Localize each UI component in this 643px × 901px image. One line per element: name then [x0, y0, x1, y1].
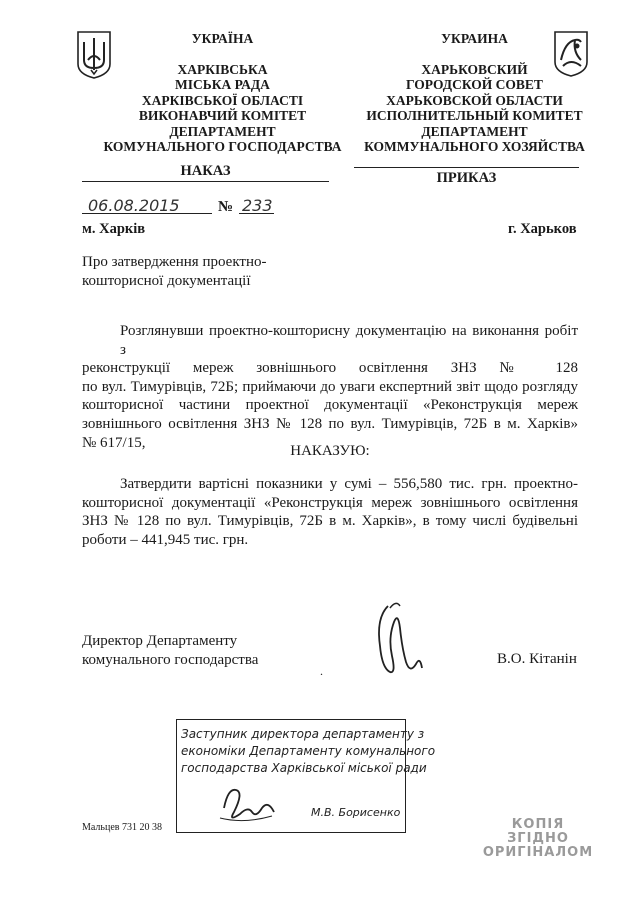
- deputy-signature-icon: [214, 778, 284, 833]
- registration-line: [82, 196, 276, 216]
- org-line: ГОРОДСКОЙ СОВЕТ: [406, 77, 543, 92]
- para-line: зовнішнього освітлення ЗНЗ № 128 по вул. Тимурівців, 72Б в м. Харків»: [82, 415, 578, 432]
- org-line: ХАРКІВСЬКА: [177, 61, 268, 77]
- copy-stamp-line: КОПІЯ: [511, 817, 565, 832]
- stamp-line: Заступник директора департаменту з: [181, 727, 425, 741]
- signer-title-line: Директор Департаменту: [82, 633, 238, 649]
- city-ru: г. Харьков: [508, 221, 577, 237]
- para-line: Розглянувши проектно-кошторисну документацію на виконання робіт з: [120, 323, 578, 358]
- signer-title: [82, 632, 342, 669]
- para-line: по вул. Тимурівців, 72Б; приймаючи до уваги експертний звіт щодо розгляду: [82, 378, 578, 395]
- para-line: ЗНЗ № 128 по вул. Тимурівців, 72Б в м. Харків», в тому числі будівельні: [82, 513, 578, 530]
- copy-stamp-line: ОРИГІНАЛОМ: [482, 845, 594, 860]
- org-line: МІСЬКА РАДА: [175, 77, 270, 92]
- para-line: кошторисної частини проектної документації «Реконструкція мереж: [82, 397, 578, 414]
- doc-type-rule-left: [82, 163, 329, 182]
- subject-line: Про затвердження проектно-: [82, 254, 267, 270]
- signer-title-line: комунального господарства: [82, 651, 259, 668]
- header-left: [80, 31, 365, 155]
- stamp-name: М.В. Борисенко: [311, 806, 401, 819]
- number-sign: №: [218, 199, 234, 215]
- subject-line: кошторисної документації: [82, 272, 251, 289]
- para-line: № 617/15,: [82, 434, 146, 451]
- order-word: НАКАЗУЮ:: [290, 443, 370, 459]
- subject: [82, 253, 402, 290]
- para-line: реконструкції мереж зовнішнього освітлення ЗНЗ № 128: [82, 360, 578, 377]
- org-line: ВИКОНАВЧИЙ КОМІТЕТ: [138, 108, 307, 123]
- doc-type-ru: ПРИКАЗ: [436, 170, 497, 186]
- copy-stamp-line: ЗГІДНО: [507, 831, 569, 846]
- doc-type-ua: НАКАЗ: [180, 163, 231, 179]
- para-line: Затвердити вартісні показники у сумі – 556,580 тис. грн. проектно-: [120, 476, 578, 492]
- city-ua: м. Харків: [82, 221, 146, 237]
- org-line: ИСПОЛНИТЕЛЬНЫЙ КОМИТЕТ: [366, 108, 583, 123]
- handwritten-date: 06.08.2015: [88, 196, 180, 215]
- doc-type-rule-right: [354, 167, 579, 186]
- stamp-line: економіки Департаменту комунального: [181, 744, 436, 758]
- org-line: ХАРЬКОВСКОЙ ОБЛАСТИ: [386, 92, 563, 108]
- para-line: кошторисної документації «Реконструкція мереж зовнішнього освітлення: [82, 494, 578, 511]
- org-line: КОММУНАЛЬНОГО ХОЗЯЙСТВА: [364, 139, 585, 154]
- handwritten-number: 233: [242, 196, 273, 215]
- country-ru: УКРАИНА: [441, 31, 508, 46]
- org-line: ДЕПАРТАМЕНТ: [169, 123, 276, 139]
- copy-stamp: [482, 818, 594, 860]
- country-ua: УКРАЇНА: [191, 31, 254, 46]
- org-line: ХАРКІВСЬКОЇ ОБЛАСТІ: [141, 92, 304, 108]
- paragraph-order: [82, 475, 578, 549]
- paragraph-considering: [82, 322, 578, 452]
- org-line: КОМУНАЛЬНОГО ГОСПОДАРСТВА: [103, 139, 342, 154]
- signer-name: В.О. Кітанін: [497, 651, 577, 667]
- header-right: [352, 31, 597, 155]
- org-line: ХАРЬКОВСКИЙ: [421, 61, 528, 77]
- director-signature-icon: [366, 598, 426, 683]
- executor-note: Мальцев 731 20 38: [82, 822, 162, 833]
- stamp-line: господарства Харківської міської ради: [181, 761, 427, 775]
- approval-stamp: [176, 719, 436, 833]
- para-line: роботи – 441,945 тис. грн.: [82, 531, 249, 548]
- org-line: ДЕПАРТАМЕНТ: [421, 123, 528, 139]
- dot-mark: .: [320, 664, 323, 678]
